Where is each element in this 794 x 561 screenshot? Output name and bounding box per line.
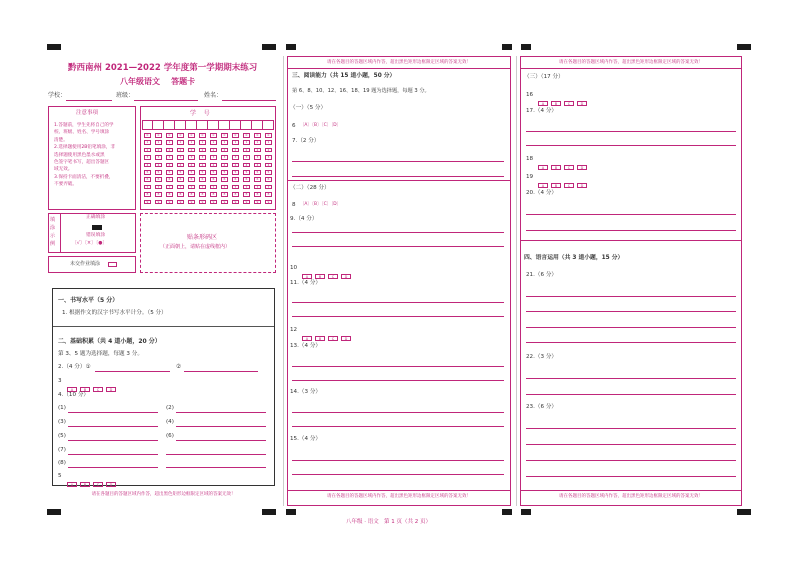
passage-1-label: （一）（5 分） bbox=[290, 105, 327, 111]
id-bubble[interactable]: 3 bbox=[155, 155, 162, 160]
q8-choices[interactable]: 〔A〕〔B〕〔C〕〔D〕 bbox=[300, 202, 341, 207]
choice-bubble-b[interactable]: B bbox=[315, 274, 325, 279]
q4-line-6[interactable] bbox=[176, 440, 266, 441]
choice-bubble-b[interactable]: B bbox=[315, 336, 325, 341]
q4-item-7: (7) bbox=[58, 447, 66, 453]
id-digit-box[interactable] bbox=[175, 120, 186, 130]
id-bubble[interactable]: 1 bbox=[221, 140, 228, 145]
id-bubble[interactable]: 1 bbox=[254, 140, 261, 145]
id-bubble[interactable]: 2 bbox=[144, 148, 151, 153]
id-bubble[interactable]: 4 bbox=[155, 163, 162, 168]
id-bubble[interactable]: 6 bbox=[210, 177, 217, 182]
id-bubble[interactable]: 5 bbox=[210, 170, 217, 175]
q4-label: 4.（10 分） bbox=[58, 392, 90, 398]
id-bubble[interactable]: 7 bbox=[210, 185, 217, 190]
correct-fill-mark bbox=[92, 225, 102, 230]
id-bubble[interactable]: 6 bbox=[177, 177, 184, 182]
alignment-mark bbox=[286, 44, 296, 50]
id-bubble[interactable]: 8 bbox=[243, 192, 250, 197]
id-digit-box[interactable] bbox=[153, 120, 164, 130]
choice-bubble-b[interactable]: B bbox=[80, 387, 90, 392]
q4-item-2: (2) bbox=[166, 405, 174, 411]
page-footer: 八年级 · 语文 第 1 页（共 2 页） bbox=[346, 519, 431, 525]
passage-3-label: （三）（17 分） bbox=[524, 74, 564, 80]
id-bubble[interactable]: 8 bbox=[232, 192, 239, 197]
choice-bubble-a[interactable]: A bbox=[538, 101, 548, 106]
choice-bubble-d[interactable]: D bbox=[577, 101, 587, 106]
barcode-note: （正面朝上，请贴在虚线框内） bbox=[160, 244, 231, 250]
id-bubble[interactable]: 0 bbox=[177, 133, 184, 138]
id-bubble[interactable]: 9 bbox=[265, 200, 272, 205]
id-bubble[interactable]: 7 bbox=[221, 185, 228, 190]
q4-item-3: (3) bbox=[58, 419, 66, 425]
id-bubble[interactable]: 4 bbox=[232, 163, 239, 168]
id-bubble[interactable]: 4 bbox=[243, 163, 250, 168]
id-bubble[interactable]: 2 bbox=[254, 148, 261, 153]
id-bubble[interactable]: 3 bbox=[265, 155, 272, 160]
alignment-mark bbox=[47, 509, 61, 515]
id-bubble[interactable]: 3 bbox=[177, 155, 184, 160]
id-bubble[interactable]: 6 bbox=[265, 177, 272, 182]
id-bubble[interactable]: 6 bbox=[243, 177, 250, 182]
warning-text: 请在各题目的答题区域内作答，超出黑色矩形边框限定区域的答案无效！ bbox=[327, 494, 471, 499]
id-bubble[interactable]: 5 bbox=[254, 170, 261, 175]
id-bubble[interactable]: 9 bbox=[166, 200, 173, 205]
id-digit-box[interactable] bbox=[219, 120, 230, 130]
id-bubble[interactable]: 7 bbox=[232, 185, 239, 190]
q9-line-2[interactable] bbox=[292, 246, 504, 247]
q20-line-1[interactable] bbox=[526, 214, 736, 215]
id-bubble[interactable]: 7 bbox=[254, 185, 261, 190]
id-bubble[interactable]: 7 bbox=[243, 185, 250, 190]
alignment-mark bbox=[502, 509, 512, 515]
q2-label: 2.（4 分）① bbox=[58, 364, 91, 370]
sec1-title: 一、书写水平（5 分） bbox=[58, 297, 119, 304]
q4-line-5[interactable] bbox=[68, 440, 158, 441]
choice-bubble-b[interactable]: B bbox=[551, 101, 561, 106]
id-bubble[interactable]: 6 bbox=[199, 177, 206, 182]
class-label: 班级： bbox=[116, 92, 135, 99]
id-bubble[interactable]: 4 bbox=[210, 163, 217, 168]
id-bubble[interactable]: 9 bbox=[243, 200, 250, 205]
alignment-mark bbox=[47, 44, 61, 50]
id-bubble[interactable]: 1 bbox=[166, 140, 173, 145]
choice-bubble-c[interactable]: C bbox=[328, 336, 338, 341]
choice-bubble-a[interactable]: A bbox=[302, 336, 312, 341]
choice-bubble-c[interactable]: C bbox=[328, 274, 338, 279]
id-bubble[interactable]: 8 bbox=[265, 192, 272, 197]
id-bubble[interactable]: 8 bbox=[155, 192, 162, 197]
id-bubble[interactable]: 9 bbox=[254, 200, 261, 205]
q16-label: 16 bbox=[526, 92, 534, 98]
choice-bubble-a[interactable]: A bbox=[538, 165, 548, 170]
choice-bubble-c[interactable]: C bbox=[93, 482, 103, 487]
id-digit-box[interactable] bbox=[197, 120, 208, 130]
q4-line-2[interactable] bbox=[176, 412, 266, 413]
q17-label: 17.（4 分） bbox=[526, 108, 558, 114]
id-bubble[interactable]: 8 bbox=[221, 192, 228, 197]
id-bubble[interactable]: 6 bbox=[144, 177, 151, 182]
id-bubble[interactable]: 3 bbox=[166, 155, 173, 160]
id-digit-box[interactable] bbox=[252, 120, 263, 130]
q2b-answer-line[interactable] bbox=[184, 371, 258, 372]
id-bubble[interactable]: 9 bbox=[144, 200, 151, 205]
q9-label: 9.（4 分） bbox=[290, 216, 318, 222]
id-bubble[interactable]: 3 bbox=[210, 155, 217, 160]
id-bubble[interactable]: 3 bbox=[254, 155, 261, 160]
id-bubble[interactable]: 5 bbox=[265, 170, 272, 175]
q23-label: 23.（6 分） bbox=[526, 404, 558, 410]
id-bubble[interactable]: 2 bbox=[199, 148, 206, 153]
q13-label: 13.（4 分） bbox=[290, 343, 322, 349]
school-field[interactable] bbox=[66, 100, 112, 101]
id-bubble[interactable]: 2 bbox=[177, 148, 184, 153]
q7-label: 7.（2 分） bbox=[292, 138, 320, 144]
q22-line-2[interactable] bbox=[526, 394, 736, 395]
id-bubble[interactable]: 5 bbox=[232, 170, 239, 175]
id-bubble[interactable]: 5 bbox=[155, 170, 162, 175]
id-bubble[interactable]: 7 bbox=[188, 185, 195, 190]
id-bubble[interactable]: 7 bbox=[177, 185, 184, 190]
id-bubble[interactable]: 2 bbox=[221, 148, 228, 153]
q23-line-4[interactable] bbox=[526, 476, 736, 477]
choice-bubble-c[interactable]: C bbox=[564, 183, 574, 188]
id-bubble[interactable]: 4 bbox=[254, 163, 261, 168]
q23-line-3[interactable] bbox=[526, 460, 736, 461]
choice-bubble-d[interactable]: D bbox=[106, 387, 116, 392]
id-bubble[interactable]: 1 bbox=[210, 140, 217, 145]
choice-bubble-b[interactable]: B bbox=[551, 183, 561, 188]
id-bubble[interactable]: 8 bbox=[188, 192, 195, 197]
id-bubble[interactable]: 2 bbox=[243, 148, 250, 153]
choice-bubble-d[interactable]: D bbox=[577, 165, 587, 170]
q4-line-8b[interactable] bbox=[166, 467, 266, 468]
id-bubble[interactable]: 4 bbox=[199, 163, 206, 168]
fill-example-side-label: 填涂示例 bbox=[50, 217, 56, 247]
alignment-mark bbox=[737, 44, 751, 50]
id-bubble[interactable]: 0 bbox=[221, 133, 228, 138]
q4-item-4: (4) bbox=[166, 419, 174, 425]
q2b-label: ② bbox=[176, 364, 182, 370]
id-bubble[interactable]: 3 bbox=[144, 155, 151, 160]
id-bubble[interactable]: 4 bbox=[144, 163, 151, 168]
id-bubble[interactable]: 2 bbox=[265, 148, 272, 153]
choice-bubble-c[interactable]: C bbox=[93, 387, 103, 392]
id-bubble[interactable]: 1 bbox=[199, 140, 206, 145]
sec2-note: 第 3、5 题为选择题，每题 3 分。 bbox=[58, 351, 143, 357]
id-bubble[interactable]: 7 bbox=[265, 185, 272, 190]
alignment-mark bbox=[521, 44, 531, 50]
choice-bubble-b[interactable]: B bbox=[80, 482, 90, 487]
id-bubble[interactable]: 8 bbox=[166, 192, 173, 197]
choice-bubble-b[interactable]: B bbox=[551, 165, 561, 170]
q4-item-5: (5) bbox=[58, 433, 66, 439]
id-bubble[interactable]: 1 bbox=[188, 140, 195, 145]
q7-line-1[interactable] bbox=[292, 161, 504, 162]
id-bubble[interactable]: 6 bbox=[232, 177, 239, 182]
id-bubble[interactable]: 1 bbox=[155, 140, 162, 145]
q14-label: 14.（3 分） bbox=[290, 389, 322, 395]
q22-label: 22.（3 分） bbox=[526, 354, 558, 360]
id-bubble[interactable]: 5 bbox=[177, 170, 184, 175]
warning-text: 请在各题目的答题区域内作答，超出黑色矩形边框限定区域的答案无效！ bbox=[91, 492, 236, 497]
q17-line-1[interactable] bbox=[526, 131, 736, 132]
notice-title: 注意事项 bbox=[76, 110, 99, 116]
id-bubble[interactable]: 3 bbox=[232, 155, 239, 160]
id-bubble[interactable]: 1 bbox=[177, 140, 184, 145]
id-bubble[interactable]: 8 bbox=[177, 192, 184, 197]
id-bubble[interactable]: 7 bbox=[144, 185, 151, 190]
q17-line-2[interactable] bbox=[526, 145, 736, 146]
alignment-mark bbox=[521, 509, 531, 515]
warning-text: 请在各题目的答题区域内作答，超出黑色矩形边框限定区域的答案无效！ bbox=[559, 494, 703, 499]
q11-line-2[interactable] bbox=[292, 316, 504, 317]
wrong-fill-label: 错误填涂 bbox=[86, 233, 106, 238]
q21-line-1[interactable] bbox=[526, 296, 736, 297]
q23-line-2[interactable] bbox=[526, 444, 736, 445]
id-bubble[interactable]: 0 bbox=[166, 133, 173, 138]
id-bubble[interactable]: 3 bbox=[199, 155, 206, 160]
id-bubble[interactable]: 9 bbox=[210, 200, 217, 205]
id-bubble[interactable]: 4 bbox=[265, 163, 272, 168]
id-bubble[interactable]: 8 bbox=[254, 192, 261, 197]
exam-subtitle: 八年级语文 答题卡 bbox=[120, 77, 196, 86]
id-digit-box[interactable] bbox=[230, 120, 241, 130]
id-bubble[interactable]: 6 bbox=[254, 177, 261, 182]
choice-bubble-d[interactable]: D bbox=[106, 482, 116, 487]
id-bubble[interactable]: 1 bbox=[144, 140, 151, 145]
q23-line-1[interactable] bbox=[526, 428, 736, 429]
sec3-title: 三、阅读能力（共 15 道小题，50 分） bbox=[292, 73, 396, 79]
q18-choices[interactable] bbox=[538, 157, 590, 176]
q4-line-7[interactable] bbox=[68, 454, 158, 455]
absent-label: 未交作业填涂 bbox=[70, 261, 101, 267]
id-bubble[interactable]: 2 bbox=[232, 148, 239, 153]
id-bubble[interactable]: 7 bbox=[155, 185, 162, 190]
sec3-note: 第 6、8、10、12、16、18、19 题为选择题，每题 3 分。 bbox=[292, 88, 430, 94]
wrong-fill-marks: 〔√〕〔×〕〔●〕 bbox=[72, 241, 108, 246]
id-bubble[interactable]: 0 bbox=[265, 133, 272, 138]
q21-line-2[interactable] bbox=[526, 311, 736, 312]
q21-label: 21.（6 分） bbox=[526, 272, 558, 278]
passage-2-label: （二）（28 分） bbox=[290, 185, 330, 191]
alignment-mark bbox=[737, 509, 751, 515]
alignment-mark bbox=[502, 44, 512, 50]
id-bubble[interactable]: 5 bbox=[199, 170, 206, 175]
id-bubble[interactable]: 0 bbox=[232, 133, 239, 138]
id-bubble[interactable]: 1 bbox=[265, 140, 272, 145]
id-bubble[interactable]: 6 bbox=[221, 177, 228, 182]
id-bubble[interactable]: 7 bbox=[199, 185, 206, 190]
id-bubble[interactable]: 0 bbox=[254, 133, 261, 138]
choice-bubble-d[interactable]: D bbox=[341, 274, 351, 279]
choice-bubble-a[interactable]: A bbox=[538, 183, 548, 188]
id-bubble[interactable]: 3 bbox=[243, 155, 250, 160]
q3-label: 3 bbox=[58, 378, 62, 384]
q14-line-2[interactable] bbox=[292, 426, 504, 427]
correct-fill-label: 正确填涂 bbox=[86, 215, 106, 220]
id-bubble[interactable]: 3 bbox=[221, 155, 228, 160]
warning-text: 请在各题目的答题区域内作答，超出黑色矩形边框限定区域的答案无效！ bbox=[327, 60, 471, 65]
q10-label: 10 bbox=[290, 265, 298, 271]
choice-bubble-c[interactable]: C bbox=[564, 101, 574, 106]
id-bubble[interactable]: 1 bbox=[232, 140, 239, 145]
class-field[interactable] bbox=[134, 100, 198, 101]
choice-bubble-a[interactable]: A bbox=[302, 274, 312, 279]
id-bubble[interactable]: 0 bbox=[155, 133, 162, 138]
choice-bubble-d[interactable]: D bbox=[577, 183, 587, 188]
id-bubble[interactable]: 3 bbox=[188, 155, 195, 160]
q18-label: 18 bbox=[526, 156, 534, 162]
q1-text: 1. 根据作文的汉字书写水平计分。（5 分） bbox=[62, 310, 167, 316]
id-bubble[interactable]: 5 bbox=[221, 170, 228, 175]
q4-line-8[interactable] bbox=[68, 467, 158, 468]
id-bubble[interactable]: 0 bbox=[188, 133, 195, 138]
column-divider bbox=[516, 56, 517, 506]
id-bubble[interactable]: 2 bbox=[210, 148, 217, 153]
id-bubble[interactable]: 2 bbox=[188, 148, 195, 153]
student-id-title: 学 号 bbox=[190, 110, 210, 117]
q8-label: 8 bbox=[292, 202, 296, 208]
id-bubble[interactable]: 4 bbox=[166, 163, 173, 168]
id-bubble[interactable]: 5 bbox=[243, 170, 250, 175]
id-digit-box[interactable] bbox=[186, 120, 197, 130]
q15-line-2[interactable] bbox=[292, 474, 504, 475]
q4-line-4[interactable] bbox=[176, 426, 266, 427]
id-bubble[interactable]: 0 bbox=[210, 133, 217, 138]
id-bubble[interactable]: 9 bbox=[199, 200, 206, 205]
id-bubble[interactable]: 0 bbox=[144, 133, 151, 138]
id-bubble[interactable]: 4 bbox=[177, 163, 184, 168]
choice-bubble-a[interactable]: A bbox=[67, 387, 77, 392]
id-digit-box[interactable] bbox=[241, 120, 252, 130]
q4-line-7b[interactable] bbox=[166, 454, 266, 455]
id-bubble[interactable]: 4 bbox=[221, 163, 228, 168]
q6-choices[interactable]: 〔A〕〔B〕〔C〕〔D〕 bbox=[300, 123, 341, 128]
id-bubble[interactable]: 6 bbox=[155, 177, 162, 182]
q4-line-1[interactable] bbox=[68, 412, 158, 413]
q22-line-1[interactable] bbox=[526, 378, 736, 379]
sec2-title: 二、基础积累（共 4 道小题，20 分） bbox=[58, 338, 161, 345]
id-bubble[interactable]: 9 bbox=[221, 200, 228, 205]
id-bubble[interactable]: 4 bbox=[188, 163, 195, 168]
id-bubble[interactable]: 5 bbox=[166, 170, 173, 175]
q12-label: 12 bbox=[290, 327, 298, 333]
q4-line-3[interactable] bbox=[68, 426, 158, 427]
id-bubble[interactable]: 6 bbox=[166, 177, 173, 182]
school-label: 学校： bbox=[48, 92, 67, 99]
q14-line-1[interactable] bbox=[292, 412, 504, 413]
barcode-area bbox=[140, 213, 276, 273]
id-bubble[interactable]: 9 bbox=[155, 200, 162, 205]
q13-line-2[interactable] bbox=[292, 380, 504, 381]
id-bubble[interactable]: 0 bbox=[243, 133, 250, 138]
id-bubble[interactable]: 6 bbox=[188, 177, 195, 182]
answer-area-3 bbox=[520, 56, 742, 506]
column-divider bbox=[283, 56, 284, 506]
q19-label: 19 bbox=[526, 174, 534, 180]
q2-answer-line[interactable] bbox=[95, 371, 170, 372]
id-bubble[interactable]: 8 bbox=[144, 192, 151, 197]
id-bubble[interactable]: 8 bbox=[210, 192, 217, 197]
q5-label: 5 bbox=[58, 473, 62, 479]
warning-text: 请在各题目的答题区域内作答，超出黑色矩形边框限定区域的答案无效！ bbox=[559, 60, 703, 65]
id-bubble[interactable]: 5 bbox=[144, 170, 151, 175]
id-digit-box[interactable] bbox=[208, 120, 219, 130]
notice-text: 1.答题前，学生先将自己的学 校、班级、姓名、学号填涂 清楚。 2.选择题使用2B铅笔填涂，非 选择题使用黑色墨水或黑 色签字笔书写，超出答题区 域无效。 3.保持卡面清洁，不要折叠， 不要弄破。 bbox=[54, 123, 115, 188]
id-bubble[interactable]: 9 bbox=[188, 200, 195, 205]
q13-line-1[interactable] bbox=[292, 366, 504, 367]
id-bubble[interactable]: 5 bbox=[188, 170, 195, 175]
id-bubble[interactable]: 2 bbox=[155, 148, 162, 153]
q15-line-1[interactable] bbox=[292, 460, 504, 461]
q4-item-8: (8) bbox=[58, 460, 66, 466]
choice-bubble-c[interactable]: C bbox=[564, 165, 574, 170]
id-bubble[interactable]: 0 bbox=[199, 133, 206, 138]
q20-line-2[interactable] bbox=[526, 230, 736, 231]
id-bubble[interactable]: 7 bbox=[166, 185, 173, 190]
id-bubble[interactable]: 2 bbox=[166, 148, 173, 153]
id-bubble[interactable]: 9 bbox=[232, 200, 239, 205]
id-bubble[interactable]: 9 bbox=[177, 200, 184, 205]
student-id-grid[interactable] bbox=[142, 120, 274, 208]
q4-item-6: (6) bbox=[166, 433, 174, 439]
q6-label: 6 bbox=[292, 123, 296, 129]
q7-line-2[interactable] bbox=[292, 176, 504, 177]
id-digit-box[interactable] bbox=[263, 120, 274, 130]
q4-item-1: (1) bbox=[58, 405, 66, 411]
name-field[interactable] bbox=[222, 100, 276, 101]
alignment-mark bbox=[262, 44, 276, 50]
name-label: 姓名： bbox=[204, 92, 223, 99]
choice-bubble-a[interactable]: A bbox=[67, 482, 77, 487]
id-digit-box[interactable] bbox=[142, 120, 153, 130]
sec4-title: 四、语言运用（共 3 道小题，15 分） bbox=[524, 255, 624, 261]
q11-label: 11.（4 分） bbox=[290, 280, 322, 286]
q9-line-1[interactable] bbox=[292, 232, 504, 233]
q11-line-1[interactable] bbox=[292, 302, 504, 303]
barcode-title: 贴条形码区 bbox=[187, 234, 218, 241]
q21-line-4[interactable] bbox=[526, 342, 736, 343]
q20-label: 20.（4 分） bbox=[526, 190, 558, 196]
alignment-mark bbox=[262, 509, 276, 515]
alignment-mark bbox=[286, 509, 296, 515]
id-bubble[interactable]: 8 bbox=[199, 192, 206, 197]
id-digit-box[interactable] bbox=[164, 120, 175, 130]
q21-line-3[interactable] bbox=[526, 327, 736, 328]
exam-title: 黔西南州 2021—2022 学年度第一学期期末练习 bbox=[68, 63, 258, 73]
choice-bubble-d[interactable]: D bbox=[341, 336, 351, 341]
q15-label: 15.（4 分） bbox=[290, 436, 322, 442]
absent-bubble[interactable] bbox=[108, 262, 117, 267]
id-bubble[interactable]: 1 bbox=[243, 140, 250, 145]
q5-choices[interactable] bbox=[67, 474, 119, 493]
